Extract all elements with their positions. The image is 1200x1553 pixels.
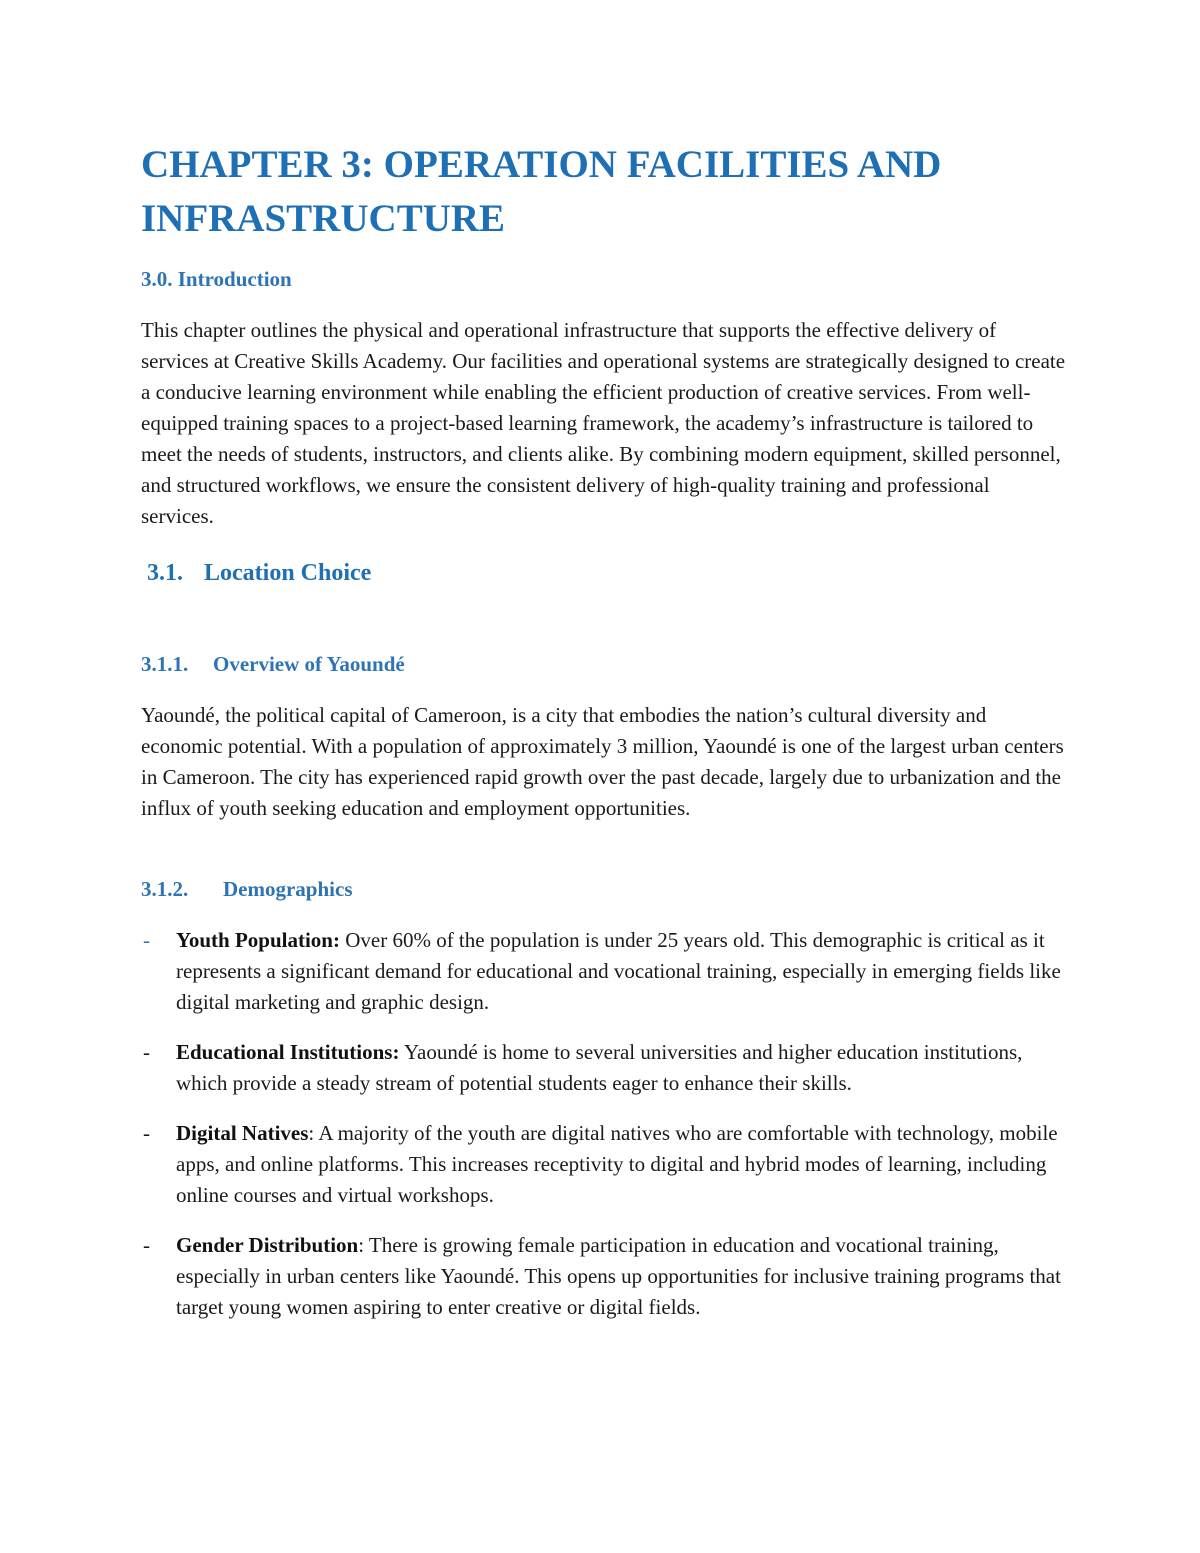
subsection-number: 3.1.1.	[141, 652, 189, 676]
section-number: 3.1.	[147, 560, 183, 586]
bullet-term: Digital Natives	[176, 1121, 309, 1145]
bullet-text: : There is growing female participation in education and vocational training, especially in urban centers like Yaoundé. This opens up opportunities for inclusive training programs that target young women aspiring to enter creative or digital fields.	[176, 1233, 1061, 1319]
overview-heading	[141, 649, 405, 679]
subsection-title: Overview of Yaoundé	[213, 652, 405, 676]
subsection-number: 3.1.2.	[141, 877, 189, 901]
bullet-dash: -	[143, 1121, 150, 1145]
bullet-term: Gender Distribution	[176, 1233, 359, 1257]
intro-paragraph: This chapter outlines the physical and operational infrastructure that supports the effective delivery of services at Creative Skills Academy. Our facilities and operational systems are strategically designed to create a conducive learning environment while enabling the efficient production of creative services. From well-equipped training spaces to a project-based learning framework, the academy’s infrastructure is tailored to meet the needs of students, instructors, and clients alike. By combining modern equipment, skilled personnel, and structured workflows, we ensure the consistent delivery of high-quality training and professional services.	[141, 318, 1066, 528]
demographics-heading	[141, 874, 353, 904]
bullet-term: Educational Institutions:	[176, 1040, 400, 1064]
bullet-text: Over 60% of the population is under 25 years old. This demographic is critical as it represents a significant demand for educational and vocational training, especially in emerging fields like digital marketing and graphic design.	[176, 928, 1061, 1014]
subsection-title: Demographics	[223, 877, 353, 901]
list-item	[141, 925, 1066, 1018]
list-item	[141, 1037, 1066, 1099]
bullet-dash: -	[143, 1040, 150, 1064]
bullet-dash: -	[143, 928, 150, 952]
bullet-term: Youth Population:	[176, 928, 340, 952]
section-title: Location Choice	[204, 560, 372, 586]
overview-paragraph: Yaoundé, the political capital of Cameroon, is a city that embodies the nation’s cultural diversity and economic potential. With a population of approximately 3 million, Yaoundé is one of the largest urban centers in Cameroon. The city has experienced rapid growth over the past decade, largely due to urbanization and the influx of youth seeking education and employment opportunities.	[141, 703, 1064, 820]
list-item	[141, 1230, 1066, 1323]
bullet-text: : A majority of the youth are digital natives who are comfortable with technology, mobile apps, and online platforms. This increases receptivity to digital and hybrid modes of learning, including online courses and virtual workshops.	[176, 1121, 1058, 1207]
bullet-text: Yaoundé is home to several universities and higher education institutions, which provide a steady stream of potential students eager to enhance their skills.	[176, 1040, 1023, 1095]
intro-heading: 3.0. Introduction	[141, 267, 292, 291]
chapter-title: CHAPTER 3: OPERATION FACILITIES AND INFRASTRUCTURE	[141, 143, 942, 240]
demographics-list	[141, 925, 1066, 1342]
bullet-dash: -	[143, 1233, 150, 1257]
location-choice-heading	[147, 557, 371, 589]
list-item	[141, 1118, 1066, 1211]
